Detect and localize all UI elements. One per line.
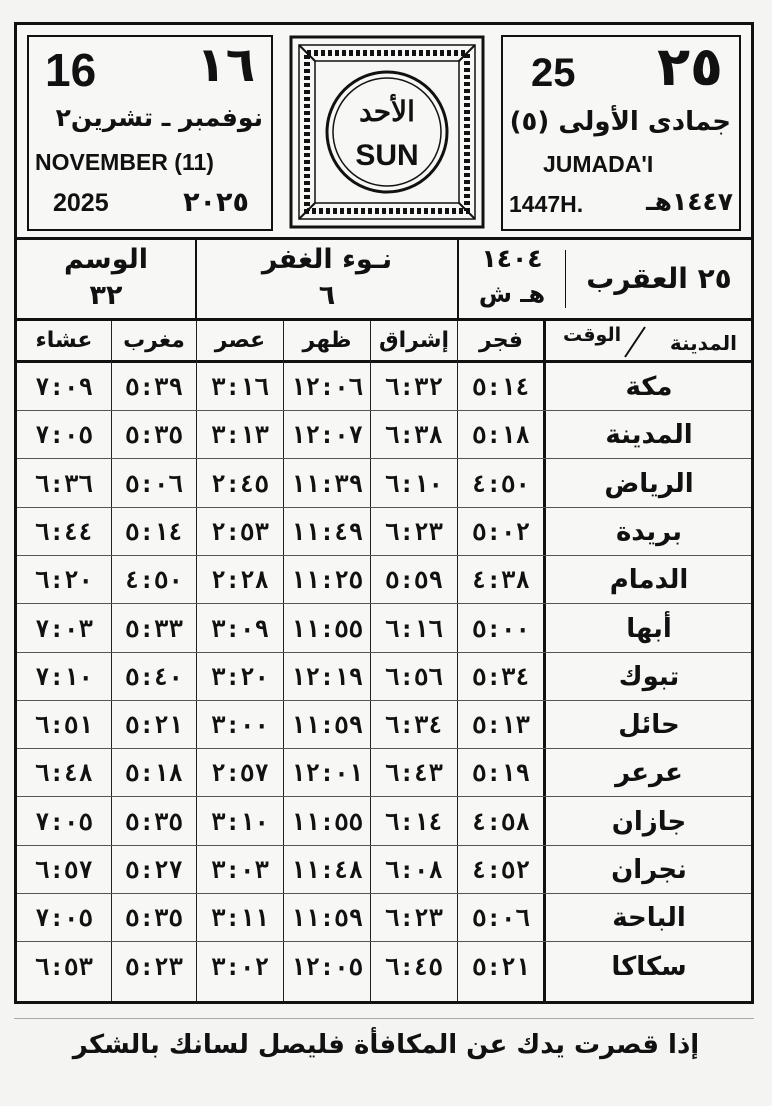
prayer-time-cell: ٣:١٣: [211, 421, 269, 450]
prayer-time-cell: ٦:١٠: [385, 469, 443, 498]
prayer-time-cell: ٦:٥٧: [35, 856, 93, 884]
gregorian-year-latin: 2025: [53, 189, 109, 217]
table-row: [17, 411, 751, 459]
hijri-month-arabic: جمادى الأولى (٥): [509, 107, 731, 137]
hijri-day-latin: 25: [531, 51, 576, 95]
day-name-arabic: الأحد: [359, 95, 415, 128]
city-name: جازان: [611, 806, 687, 837]
prayer-time-cell: ٤:٣٨: [472, 566, 530, 595]
city-name: سكاكا: [611, 951, 687, 982]
table-row: [17, 943, 751, 991]
prayer-time-cell: ١١:٥٥: [290, 614, 364, 643]
prayer-time-cell: ٥:٣٣: [125, 614, 183, 643]
city-name: المدينة: [605, 420, 693, 451]
prayer-time-cell: ١٢:٠٦: [290, 373, 364, 401]
prayer-time-cell: ٧:٠٩: [35, 373, 93, 401]
gregorian-day-latin: 16: [45, 44, 97, 96]
table-row: [17, 798, 751, 846]
hijri-date-box: [501, 35, 741, 231]
prayer-time-cell: ٥:١٩: [472, 759, 530, 788]
day-name-english: SUN: [355, 139, 419, 172]
city-name: نجران: [611, 855, 687, 885]
prayer-time-cell: ٤:٥٠: [472, 469, 530, 498]
prayer-time-cell: ٧:٠٣: [35, 614, 93, 643]
prayer-time-cell: ٥:٠٦: [472, 904, 530, 933]
prayer-time-cell: ٥:٥٩: [385, 566, 443, 595]
city-name: الرياض: [604, 468, 694, 499]
solar-year: ١٤٠٤: [481, 244, 543, 273]
anwa-label: نـوء الغفر: [261, 244, 393, 275]
prayer-time-cell: ٣:٠٣: [211, 856, 269, 884]
zodiac: ٢٥ العقرب: [586, 262, 732, 295]
solar-year-cell: [459, 240, 565, 318]
header-asr: عصر: [214, 328, 266, 353]
table-row: [17, 508, 751, 556]
prayer-time-cell: ٥:٣٥: [125, 904, 183, 933]
hijri-year-latin: 1447H.: [509, 191, 584, 217]
prayer-time-cell: ٦:٢٣: [385, 517, 443, 546]
header-isha: عشاء: [35, 328, 93, 353]
prayer-time-cell: ٥:٠٦: [125, 469, 183, 498]
prayer-time-cell: ٢:٥٣: [211, 517, 269, 546]
prayer-time-cell: ٧:٠٥: [35, 421, 93, 450]
prayer-time-cell: ٥:١٤: [472, 373, 530, 401]
prayer-time-cell: ١١:٥٥: [290, 807, 364, 836]
prayer-time-cell: ٣:١١: [211, 904, 269, 933]
gregorian-date-box: [27, 35, 273, 231]
prayer-time-cell: ٦:٢٣: [385, 904, 443, 933]
prayer-time-cell: ٧:٠٥: [35, 807, 93, 836]
prayer-time-cell: ٥:٣٥: [125, 807, 183, 836]
table-row: [17, 605, 751, 653]
header-fajr: فجر: [479, 328, 523, 353]
city-name: مكة: [625, 372, 673, 402]
prayer-time-cell: ١٢:٠٧: [290, 421, 364, 450]
prayer-time-cell: ١١:٥٩: [290, 711, 364, 740]
hijri-year-arabic: ١٤٤٧هـ: [646, 187, 733, 216]
header-corner: [545, 321, 751, 361]
prayer-time-cell: ٥:١٤: [125, 517, 183, 546]
prayer-time-cell: ٦:٢٠: [35, 566, 93, 595]
prayer-time-cell: ٦:٥٣: [35, 952, 93, 981]
prayer-time-cell: ١٢:٠١: [290, 759, 364, 788]
prayer-time-cell: ٤:٥٨: [472, 807, 530, 836]
city-name: بريدة: [615, 516, 683, 547]
table-row: [17, 701, 751, 749]
table-row: [17, 363, 751, 411]
prayer-time-cell: ٥:٣٤: [472, 662, 530, 691]
prayer-time-cell: ٧:٠٥: [35, 904, 93, 933]
anwa-cell: [197, 240, 457, 318]
prayer-time-cell: ٦:٤٨: [35, 759, 93, 788]
city-name: أبها: [626, 613, 672, 644]
corner-city-label: المدينة: [669, 331, 737, 355]
prayer-time-cell: ١١:٢٥: [290, 566, 364, 595]
day-seal: [285, 31, 489, 233]
season-cell: [17, 240, 195, 318]
prayer-time-cell: ٥:٢٣: [125, 952, 183, 981]
prayer-time-cell: ٤:٥٠: [125, 566, 183, 595]
date-header: [17, 25, 751, 237]
city-name: الباحة: [612, 903, 686, 934]
season-label: الوسم: [63, 244, 149, 275]
table-row: [17, 894, 751, 942]
table-header: [17, 321, 751, 363]
prayer-time-cell: ٢:٥٧: [211, 759, 269, 788]
prayer-time-cell: ٦:٠٨: [385, 856, 443, 884]
corner-time-label: الوقت: [563, 324, 622, 346]
prayer-time-cell: ٦:٣٨: [385, 421, 443, 450]
prayer-time-cell: ٦:٣٢: [385, 373, 443, 401]
gregorian-day-arabic: ١٦: [196, 37, 255, 93]
prayer-time-cell: ٦:٥١: [35, 711, 93, 740]
prayer-time-cell: ٧:١٠: [35, 662, 93, 691]
prayer-time-cell: ٥:٢١: [472, 952, 530, 981]
prayer-time-cell: ٥:٢٧: [125, 856, 183, 884]
prayer-time-cell: ٦:١٦: [385, 614, 443, 643]
prayer-time-cell: ٥:٢١: [125, 711, 183, 740]
anwa-value: ٦: [318, 280, 336, 311]
prayer-time-cell: ٣:١٠: [211, 807, 269, 836]
table-row: [17, 846, 751, 894]
prayer-time-cell: ٥:٤٠: [125, 662, 183, 691]
prayer-time-cell: ١١:٤٨: [290, 856, 364, 884]
prayer-time-cell: ٥:٣٩: [125, 373, 183, 401]
calendar-page: [14, 22, 754, 1004]
prayer-time-cell: ٣:٢٠: [211, 662, 269, 691]
gregorian-month-arabic: نوفمبر ـ تشرين٢: [55, 103, 263, 132]
prayer-time-cell: ٥:٣٥: [125, 421, 183, 450]
header-maghrib: مغرب: [123, 328, 185, 353]
prayer-time-cell: ٣:٠٢: [211, 952, 269, 981]
prayer-time-cell: ٦:٤٤: [35, 517, 93, 546]
zodiac-cell: [567, 240, 751, 318]
gregorian-month-english: NOVEMBER (11): [35, 149, 214, 175]
footer-proverb: إذا قصرت يدك عن المكافأة فليصل لسانك بالشكر: [72, 1030, 700, 1060]
table-row: [17, 749, 751, 797]
prayer-time-cell: ١٢:٠٥: [290, 952, 364, 981]
city-name: تبوك: [618, 661, 680, 692]
prayer-time-cell: ١١:٤٩: [290, 517, 364, 546]
solar-suffix: هـ ش: [478, 280, 546, 308]
prayer-time-cell: ٣:٠٩: [211, 614, 269, 643]
prayer-time-cell: ١١:٥٩: [290, 904, 364, 933]
prayer-time-cell: ٣:١٦: [211, 373, 269, 401]
prayer-time-cell: ١٢:١٩: [290, 662, 364, 691]
prayer-time-cell: ٢:٤٥: [211, 469, 269, 498]
prayer-time-cell: ٦:٣٤: [385, 711, 443, 740]
prayer-time-cell: ٦:٤٥: [385, 952, 443, 981]
prayer-time-cell: ٥:١٣: [472, 711, 530, 740]
info-bar: [17, 237, 751, 321]
prayer-time-cell: ٥:٠٠: [472, 614, 530, 643]
seal-ornament-icon: [285, 31, 489, 233]
city-name: الدمام: [609, 565, 689, 596]
table-row: [17, 653, 751, 701]
prayer-time-cell: ٦:٣٦: [35, 469, 93, 498]
city-name: حائل: [618, 710, 680, 741]
table-row: [17, 460, 751, 508]
prayer-time-cell: ٦:٤٣: [385, 759, 443, 788]
season-value: ٣٢: [89, 280, 123, 311]
hijri-month-english: JUMADA'I: [543, 151, 654, 177]
prayer-time-cell: ٢:٢٨: [211, 566, 269, 595]
table-row: [17, 556, 751, 604]
prayer-time-cell: ٦:٥٦: [385, 662, 443, 691]
prayer-times-table: [17, 321, 751, 1001]
prayer-time-cell: ٣:٠٠: [211, 711, 269, 740]
hijri-day-arabic: ٢٥: [657, 35, 723, 98]
city-name: عرعر: [615, 758, 683, 789]
header-dhuhr: ظهر: [302, 328, 352, 353]
header-sunrise: إشراق: [378, 328, 450, 353]
gregorian-year-arabic: ٢٠٢٥: [183, 187, 249, 218]
prayer-time-cell: ٥:١٨: [472, 421, 530, 450]
prayer-time-cell: ٥:٠٢: [472, 517, 530, 546]
prayer-time-cell: ٥:١٨: [125, 759, 183, 788]
prayer-time-cell: ١١:٣٩: [290, 469, 364, 498]
prayer-time-cell: ٤:٥٢: [472, 856, 530, 884]
prayer-time-cell: ٦:١٤: [385, 807, 443, 836]
